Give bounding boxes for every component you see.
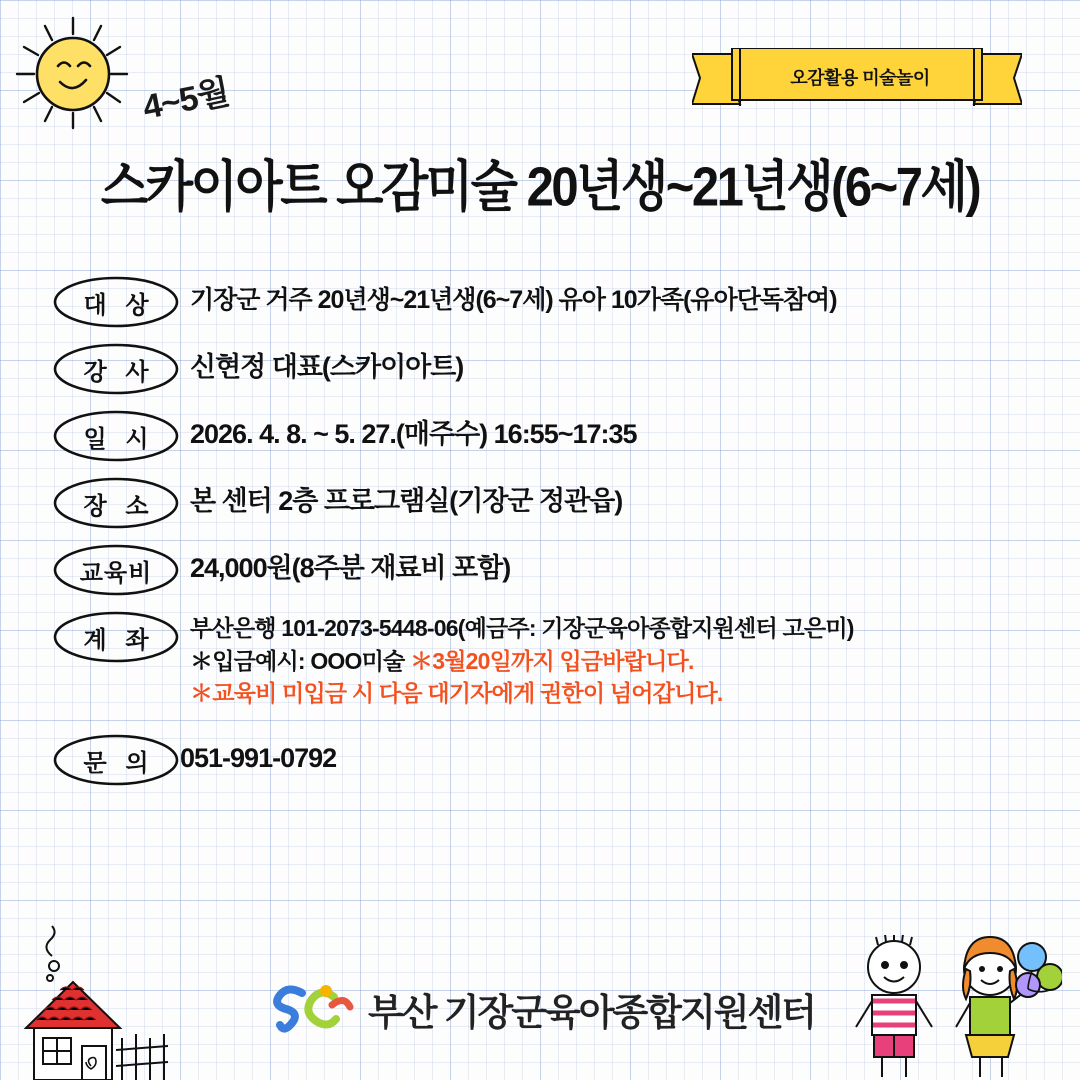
row-label-bubble	[52, 610, 180, 664]
month-tag: 4~5월	[139, 73, 233, 127]
row-label: 교육비	[79, 559, 153, 587]
deposit-deadline-text: ＊3월20일까지 입금바랍니다.	[410, 647, 694, 674]
row-label: 장 소	[83, 492, 155, 520]
footer-logo	[272, 982, 815, 1036]
row-label-bubble	[52, 733, 180, 787]
kids-doodle-icon	[832, 935, 1062, 1080]
house-doodle-icon	[18, 920, 168, 1080]
row-value: 051-991-0792	[180, 743, 337, 773]
sc-logo-mark-icon	[272, 983, 354, 1035]
row-value	[190, 610, 854, 710]
page-title: 스카이아트 오감미술 20년생~21년생(6~7세)	[100, 157, 980, 218]
row-label-bubble	[52, 409, 180, 463]
table-row	[52, 733, 1062, 789]
row-label-bubble	[52, 543, 180, 597]
sun-icon	[14, 14, 132, 132]
row-value: 신현정 대표(스카이아트)	[190, 352, 464, 382]
table-row	[52, 476, 1062, 532]
row-label: 계 좌	[83, 626, 155, 654]
deposit-example-line	[190, 645, 854, 678]
deposit-example-text: ＊입금예시: OOO미술	[190, 647, 411, 674]
row-label-bubble	[52, 275, 180, 329]
waitlist-warning-line: ＊교육비 미입금 시 다음 대기자에게 권한이 넘어갑니다.	[190, 680, 723, 707]
row-label-bubble	[52, 342, 180, 396]
table-row	[52, 342, 1062, 398]
row-value: 기장군 거주 20년생~21년생(6~7세) 유아 10가족(유아단독참여)	[190, 286, 837, 314]
ribbon-label: 오감활용 미술놀이	[790, 68, 930, 88]
organization-name: 부산 기장군육아종합지원센터	[368, 992, 815, 1033]
row-label: 강 사	[83, 358, 155, 386]
row-label: 문 의	[83, 749, 155, 777]
row-label: 대 상	[83, 291, 155, 319]
table-row	[52, 610, 1062, 722]
row-label-bubble	[52, 476, 180, 530]
row-value: 2026. 4. 8. ~ 5. 27.(매주수) 16:55~17:35	[190, 419, 637, 449]
row-value: 본 센터 2층 프로그램실(기장군 정관읍)	[190, 486, 623, 516]
info-table	[52, 275, 1062, 800]
row-label: 일 시	[83, 425, 155, 453]
row-value: 24,000원(8주분 재료비 포함)	[190, 553, 511, 583]
table-row	[52, 409, 1062, 465]
table-row	[52, 275, 1062, 331]
table-row	[52, 543, 1062, 599]
account-line: 부산은행 101-2073-5448-06(예금주: 기장군육아종합지원센터 고은미)	[190, 615, 854, 641]
